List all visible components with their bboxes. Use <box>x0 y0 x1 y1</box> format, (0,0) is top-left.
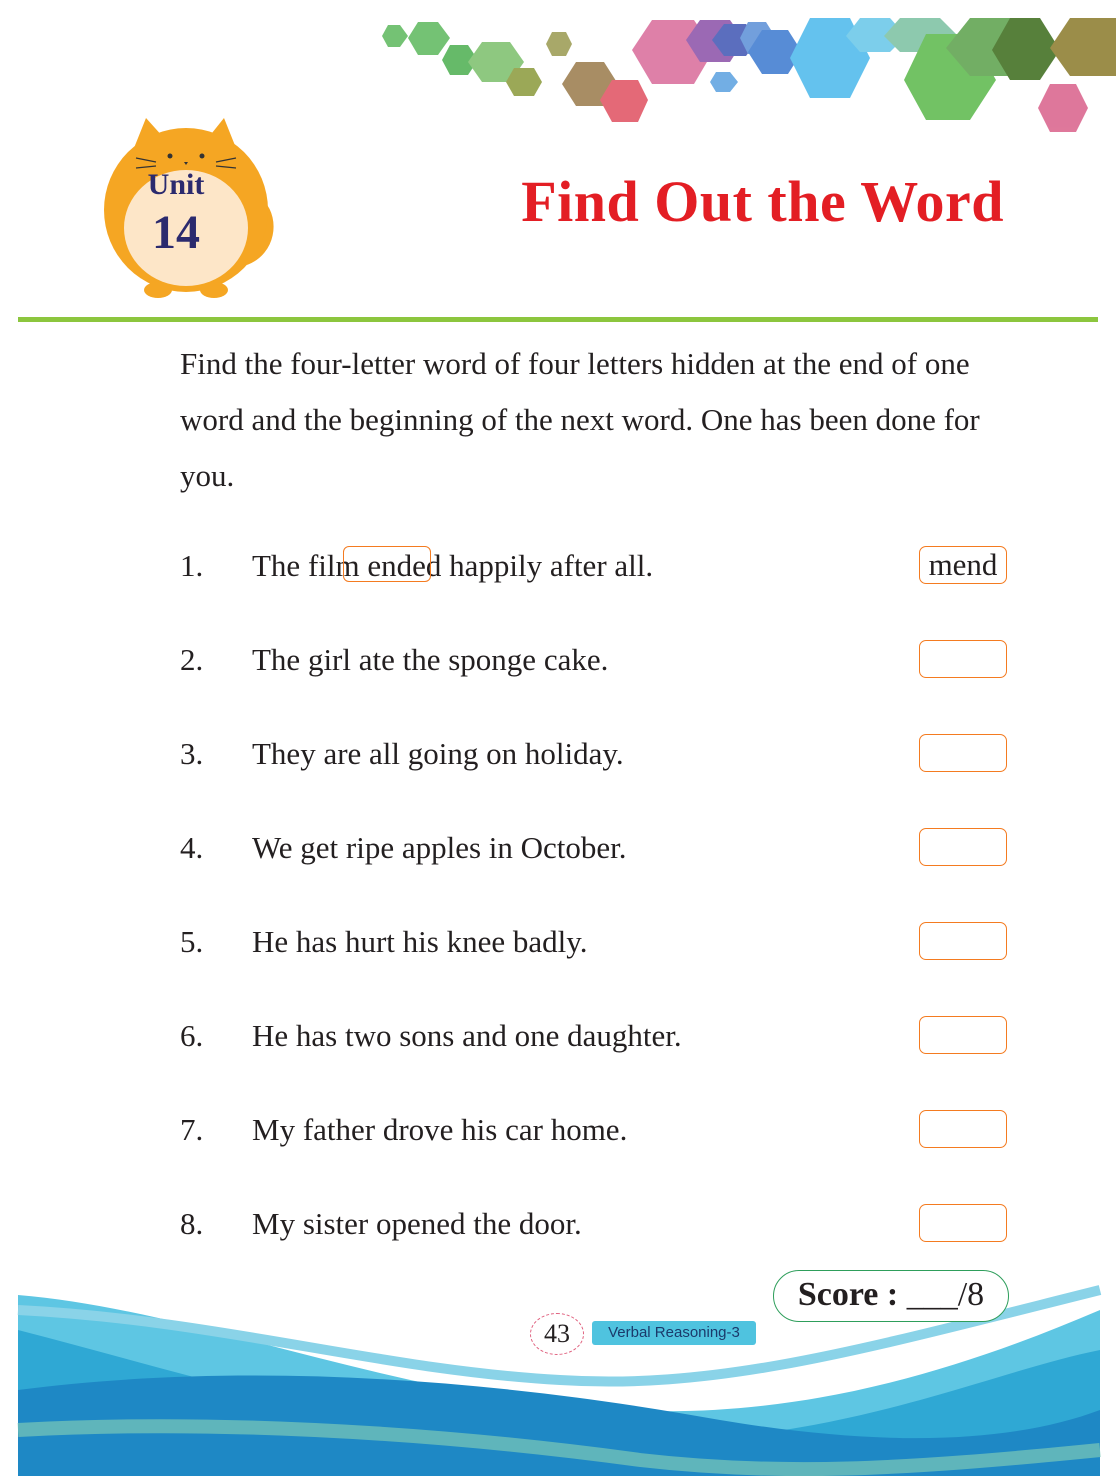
question-number: 7. <box>180 1112 204 1147</box>
question-sentence: My father drove his car home. <box>252 1112 628 1147</box>
question-number: 1. <box>180 548 204 583</box>
unit-number: 14 <box>152 206 200 259</box>
question-number: 5. <box>180 924 204 959</box>
question-row-7 <box>180 1108 1010 1152</box>
question-row-6 <box>180 1014 1010 1058</box>
question-sentence: The film ended happily after all. <box>252 548 654 583</box>
hexagon-decoration <box>370 0 1116 150</box>
question-sentence: They are all going on holiday. <box>252 736 624 771</box>
question-number: 3. <box>180 736 204 771</box>
question-sentence: My sister opened the door. <box>252 1206 582 1241</box>
question-number: 4. <box>180 830 204 865</box>
question-number: 2. <box>180 642 204 677</box>
answer-box[interactable] <box>919 828 1007 866</box>
answer-box[interactable] <box>919 1016 1007 1054</box>
question-number: 6. <box>180 1018 204 1053</box>
question-sentence: We get ripe apples in October. <box>252 830 627 865</box>
answer-box[interactable] <box>919 640 1007 678</box>
unit-label: Unit <box>147 168 205 201</box>
page-number: 43 <box>530 1313 584 1355</box>
question-sentence: The girl ate the sponge cake. <box>252 642 609 677</box>
question-number: 8. <box>180 1206 204 1241</box>
instructions-text: Find the four-letter word of four letters hidden at the end of one word and the beginning of the next word. One has been done for you. <box>180 346 980 493</box>
answer-box[interactable] <box>919 922 1007 960</box>
question-row-8 <box>180 1202 1010 1246</box>
hidden-word-highlight <box>343 546 431 582</box>
page-title: Find Out the Word <box>521 169 1004 234</box>
question-row-4 <box>180 826 1010 870</box>
score-label: Score : <box>797 1276 899 1313</box>
question-sentence: He has hurt his knee badly. <box>252 924 588 959</box>
answer-box[interactable] <box>919 734 1007 772</box>
question-row-2 <box>180 638 1010 682</box>
score-box <box>773 1270 1009 1322</box>
question-row-1 <box>180 544 1010 588</box>
answer-box[interactable] <box>919 1204 1007 1242</box>
question-sentence: He has two sons and one daughter. <box>252 1018 682 1053</box>
answer-box[interactable]: mend <box>919 546 1007 584</box>
question-row-3 <box>180 732 1010 776</box>
book-title: Verbal Reasoning-3 <box>592 1321 756 1345</box>
score-value: ___/8 <box>906 1276 985 1313</box>
answer-box[interactable] <box>919 1110 1007 1148</box>
question-row-5 <box>180 920 1010 964</box>
header-divider <box>18 317 1098 322</box>
